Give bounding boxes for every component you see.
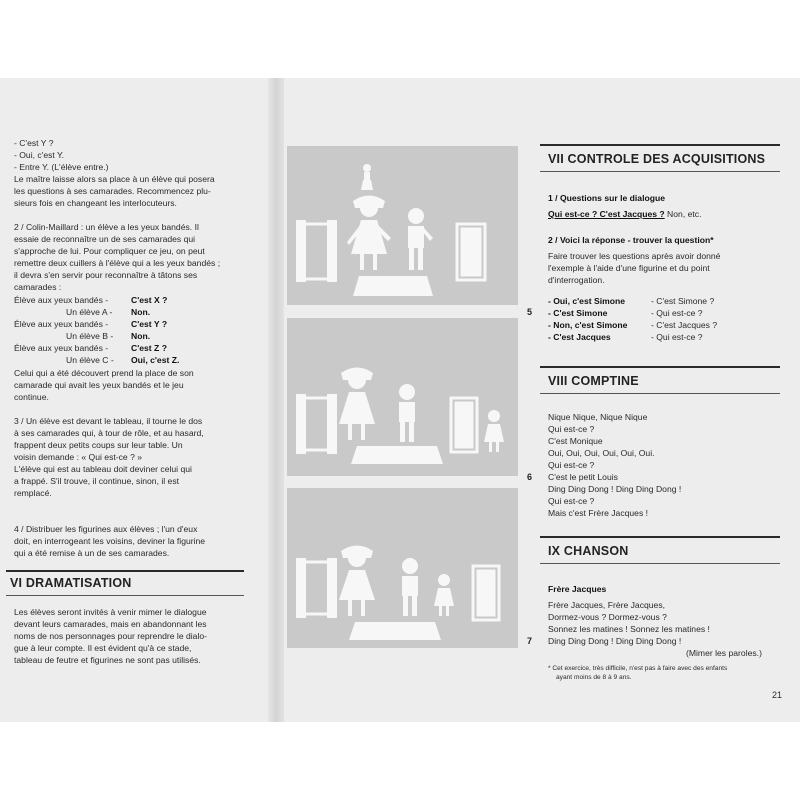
comptine-line: Qui est-ce ? (548, 424, 595, 434)
section-6-title: VI DRAMATISATION (10, 576, 132, 590)
comptine-line: Mais c'est Frère Jacques ! (548, 508, 649, 518)
footnote-line: ayant moins de 8 à 9 ans. (556, 674, 632, 681)
section-underline (6, 595, 244, 596)
question-line: - Qui est-ce ? (651, 332, 703, 342)
item-2-line: il devra s'en servir pour reconnaître à tâtons ses (14, 270, 198, 280)
illustration-panel-2 (287, 318, 518, 476)
book-gutter (268, 78, 284, 722)
item-4-line: qui a été remise à un de ses camarades. (14, 548, 170, 558)
boy-figure (408, 208, 433, 270)
page-number: 21 (772, 690, 783, 700)
song-note: (Mimer les paroles.) (686, 648, 762, 658)
dialogue-line: Non. (131, 331, 151, 341)
answer-line: - Oui, c'est Simone (548, 296, 626, 306)
small-doll-figure (361, 164, 373, 190)
paragraph-line: camarade qui avait les yeux bandés et le jeu (14, 380, 184, 390)
dialogue-line: C'est Z ? (131, 343, 167, 353)
answer-line: - Non, c'est Simone (548, 320, 628, 330)
dialogue-line: C'est Y ? (131, 319, 168, 329)
dialogue-line: Oui, c'est Z. (131, 355, 180, 365)
comptine-line: Nique Nique, Nique Nique (548, 412, 648, 422)
item-2-line: essaie de reconnaître un de ses camarades qui (14, 234, 196, 244)
section-underline (540, 171, 780, 172)
window-with-curtains (296, 220, 337, 282)
comptine-line: C'est Monique (548, 436, 603, 446)
section-underline (540, 563, 780, 564)
girl-figure (339, 368, 375, 441)
item-2-line: 2 / Colin-Maillard : un élève a les yeux bandés. Il (14, 222, 199, 232)
frame-marker-7: 7 (527, 636, 533, 646)
boy-figure (399, 384, 415, 442)
intro-line: - Oui, c'est Y. (14, 150, 65, 160)
dialogue-speaker: Un élève B - (66, 331, 114, 341)
door (473, 566, 499, 620)
question-line: - Qui est-ce ? (651, 308, 703, 318)
checkered-floor (353, 276, 433, 296)
answer-line: - C'est Jacques (548, 332, 611, 342)
answer-line: - C'est Simone (548, 308, 608, 318)
song-line: Dormez-vous ? Dormez-vous ? (548, 612, 667, 622)
paragraph-line: Le maître laisse alors sa place à un élève qui posera (14, 174, 215, 184)
q1-heading: 1 / Questions sur le dialogue (548, 193, 665, 203)
small-girl-figure (434, 574, 454, 616)
small-girl-figure (484, 410, 504, 452)
dialogue-speaker: Élève aux yeux bandés - (14, 319, 109, 329)
comptine-line: C'est le petit Louis (548, 472, 618, 482)
checkered-floor (351, 446, 443, 464)
item-3-line: a frappé. S'il trouve, il continue, sinon, il est (14, 476, 180, 486)
section-8-title: VIII COMPTINE (548, 374, 639, 388)
door (457, 224, 485, 280)
boy-figure (402, 558, 418, 616)
comptine-line: Ding Ding Dong ! Ding Ding Dong ! (548, 484, 682, 494)
item-3-line: 3 / Un élève est devant le tableau, il tourne le dos (14, 416, 203, 426)
comptine-line: Qui est-ce ? (548, 460, 595, 470)
q2-heading: 2 / Voici la réponse - trouver la question* (548, 235, 714, 245)
paragraph-line: continue. (14, 392, 49, 402)
item-3-line: à ses camarades qui, à tour de rôle, et au hasard, (14, 428, 204, 438)
q2-line: Faire trouver les questions après avoir donné (548, 251, 721, 261)
section-7-title: VII CONTROLE DES ACQUISITIONS (548, 152, 766, 166)
section-6-line: tableau de feutre et figurines ne sont pas utilisés. (14, 655, 201, 665)
frame-marker-6: 6 (527, 472, 533, 482)
checkered-floor (349, 622, 441, 640)
section-6-line: devant leurs camarades, mais en abandonnant les (14, 619, 207, 629)
footnote-line: * Cet exercice, très difficile, n'est pas à faire avec des enfants (548, 665, 728, 672)
item-4-line: doit, en interrogeant les voisins, deviner la figurine (14, 536, 206, 546)
dialogue-line: Non. (131, 307, 151, 317)
q2-line: d'interrogation. (548, 275, 605, 285)
item-2-line: s'approche de lui. Pour compliquer ce jeu, on peut (14, 246, 205, 256)
song-line: Frère Jacques, Frère Jacques, (548, 600, 666, 610)
section-6-line: Les élèves seront invités à venir mimer le dialogue (14, 607, 207, 617)
frame-marker-5: 5 (527, 307, 533, 317)
question-line: - C'est Jacques ? (651, 320, 718, 330)
dialogue-speaker: Élève aux yeux bandés - (14, 295, 109, 305)
section-6-line: gue à leur compte. Il est évident qu'à ce stade, (14, 643, 192, 653)
song-line: Sonnez les matines ! Sonnez les matines ! (548, 624, 710, 634)
dialogue-speaker: Un élève C - (66, 355, 114, 365)
item-4-line: 4 / Distribuer les figurines aux élèves ; l'un d'eux (14, 524, 198, 534)
song-title: Frère Jacques (548, 584, 607, 594)
item-3-line: voisin demande : « Qui est-ce ? » (14, 452, 143, 462)
paragraph-line: Celui qui a été découvert prend la place de son (14, 368, 194, 378)
door (451, 398, 477, 452)
window-with-curtains (296, 394, 337, 454)
section-6-line: noms de nos personnages pour reprendre le dialo- (14, 631, 208, 641)
section-rule (6, 570, 244, 572)
paragraph-line: sieurs fois en changeant les interlocuteurs. (14, 198, 177, 208)
section-rule (540, 536, 780, 538)
section-rule (540, 366, 780, 368)
q2-line: l'exemple à l'aide d'une figurine et du point (548, 263, 710, 273)
dialogue-speaker: Un élève A - (66, 307, 113, 317)
illustration-panel-1 (287, 146, 518, 305)
comptine-line: Qui est-ce ? (548, 496, 595, 506)
item-3-line: remplacé. (14, 488, 52, 498)
question-line: - C'est Simone ? (651, 296, 715, 306)
intro-line: - Entre Y. (L'élève entre.) (14, 162, 109, 172)
q1-answer-bold: Qui est-ce ? C'est Jacques ? (548, 209, 665, 219)
dialogue-line: C'est X ? (131, 295, 168, 305)
comptine-line: Oui, Oui, Oui, Oui, Oui, Oui. (548, 448, 655, 458)
item-3-line: L'élève qui est au tableau doit deviner celui qui (14, 464, 192, 474)
window-with-curtains (296, 558, 337, 618)
item-2-line: camarades : (14, 282, 62, 292)
girl-figure (347, 196, 391, 271)
paragraph-line: les questions à ses camarades. Recommencez plu- (14, 186, 211, 196)
intro-line: - C'est Y ? (14, 138, 54, 148)
girl-figure (339, 546, 375, 617)
section-rule (540, 144, 780, 146)
q1-answer (548, 209, 701, 220)
dialogue-speaker: Élève aux yeux bandés - (14, 343, 109, 353)
song-line: Ding Ding Dong ! Ding Ding Dong ! (548, 636, 682, 646)
section-underline (540, 393, 780, 394)
q1-answer-rest: Non, etc. (664, 209, 702, 219)
item-3-line: frappent deux petits coups sur leur table. Un (14, 440, 183, 450)
illustration-panel-3 (287, 488, 518, 648)
section-9-title: IX CHANSON (548, 544, 629, 558)
item-2-line: remettre deux cuillers à l'élève qui a les yeux bandés ; (14, 258, 221, 268)
book-spread (0, 78, 800, 722)
